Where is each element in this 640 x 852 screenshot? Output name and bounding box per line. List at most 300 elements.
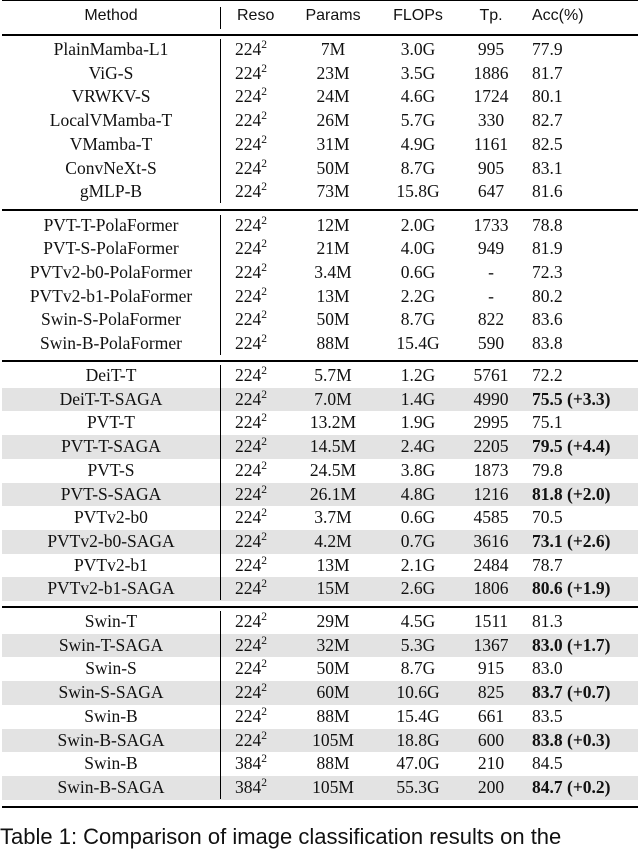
cell-method: Swin-S <box>85 658 137 679</box>
cell-params: 26M <box>316 110 350 131</box>
cell-params: 32M <box>316 634 350 655</box>
reso-exponent: 2 <box>261 459 267 472</box>
cell-reso <box>231 214 283 241</box>
reso-exponent: 2 <box>261 62 267 75</box>
reso-value: 224 <box>235 483 262 504</box>
acc-value: 79.5 <box>532 436 563 457</box>
cell-flops: 15.8G <box>396 181 440 202</box>
group-divider <box>220 215 221 355</box>
table-row <box>2 332 638 356</box>
cell-acc <box>532 530 640 554</box>
reso-exponent: 2 <box>261 309 267 322</box>
cell-flops: 4.9G <box>400 133 436 154</box>
table-row <box>2 729 638 753</box>
cell-method: PVTv2-b1 <box>74 554 148 575</box>
cell-params: 15M <box>316 578 350 599</box>
reso-exponent: 2 <box>261 238 267 251</box>
cell-flops: 0.6G <box>400 507 436 528</box>
table-row <box>2 483 638 507</box>
header-divider <box>220 7 221 29</box>
cell-flops: 15.4G <box>396 705 440 726</box>
cell-tp: 915 <box>477 658 505 679</box>
cell-acc <box>532 657 640 681</box>
cell-params: 23M <box>316 62 350 83</box>
cell-method: PVTv2-b0 <box>74 507 148 528</box>
reso-value: 224 <box>235 530 262 551</box>
header-reso: Reso <box>237 7 275 24</box>
cell-flops: 55.3G <box>396 776 440 797</box>
cell-flops: 8.7G <box>400 309 436 330</box>
cell-params: 50M <box>316 309 350 330</box>
cell-tp: 825 <box>477 682 505 703</box>
cell-tp: 4990 <box>473 388 509 409</box>
reso-exponent: 2 <box>261 705 267 718</box>
reso-exponent: 2 <box>261 776 267 789</box>
cell-flops: 0.6G <box>400 261 436 282</box>
reso-value: 384 <box>235 753 262 774</box>
cell-acc <box>532 157 640 181</box>
reso-value: 224 <box>235 62 262 83</box>
cell-params: 50M <box>316 157 350 178</box>
cell-reso <box>231 657 283 684</box>
cell-params: 14.5M <box>309 436 357 457</box>
reso-value: 224 <box>235 214 262 235</box>
cell-params: 60M <box>316 682 350 703</box>
cell-acc <box>532 681 640 705</box>
acc-value: 79.8 <box>532 459 563 480</box>
acc-value: 75.1 <box>532 412 563 433</box>
reso-exponent: 2 <box>261 214 267 227</box>
cell-params: 4.2M <box>314 530 352 551</box>
cell-tp: 1161 <box>473 133 509 154</box>
cell-method: Swin-B-SAGA <box>57 776 165 797</box>
acc-value: 84.5 <box>532 753 563 774</box>
cell-tp: 200 <box>477 776 505 797</box>
cell-tp: 1886 <box>473 62 509 83</box>
cell-flops: 4.8G <box>400 483 436 504</box>
reso-value: 224 <box>235 729 262 750</box>
acc-value: 83.7 <box>532 682 563 703</box>
cell-params: 24M <box>316 86 350 107</box>
cell-method: gMLP-B <box>79 181 143 202</box>
table-row <box>2 577 638 601</box>
reso-exponent: 2 <box>261 507 267 520</box>
reso-exponent: 2 <box>261 110 267 123</box>
reso-exponent: 2 <box>261 611 267 623</box>
cell-params: 13M <box>316 285 350 306</box>
cell-flops: 2.4G <box>400 436 436 457</box>
reso-value: 224 <box>235 578 262 599</box>
cell-reso <box>231 554 283 581</box>
cell-acc <box>532 776 640 800</box>
cell-method: VMamba-T <box>69 133 153 154</box>
acc-value: 77.9 <box>532 39 563 59</box>
cell-reso <box>231 308 283 335</box>
reso-value: 224 <box>235 554 262 575</box>
cell-acc <box>532 435 640 459</box>
cell-flops: 15.4G <box>396 333 440 353</box>
cell-acc <box>532 729 640 753</box>
cell-reso <box>231 332 283 359</box>
cell-method: Swin-T-SAGA <box>58 634 164 655</box>
reso-value: 224 <box>235 157 262 178</box>
cell-reso <box>231 157 283 184</box>
cell-tp: 1724 <box>473 86 509 107</box>
cell-flops: 1.2G <box>400 365 436 385</box>
acc-delta: (+0.7) <box>567 682 611 703</box>
cell-method: Swin-B <box>84 705 138 726</box>
reso-exponent: 2 <box>261 388 267 401</box>
acc-value: 70.5 <box>532 507 563 528</box>
reso-exponent: 2 <box>261 634 267 647</box>
cell-params: 88M <box>316 705 350 726</box>
cell-reso <box>231 729 283 756</box>
cell-method: Swin-B-SAGA <box>57 729 165 750</box>
cell-reso <box>231 411 283 438</box>
cell-acc <box>532 705 640 729</box>
cell-reso <box>231 435 283 462</box>
acc-value: 83.6 <box>532 309 563 330</box>
reso-exponent: 2 <box>261 530 267 543</box>
acc-value: 81.8 <box>532 483 563 504</box>
reso-exponent: 2 <box>261 86 267 99</box>
cell-params: 13.2M <box>309 412 357 433</box>
table-row <box>2 157 638 181</box>
cell-tp: 590 <box>477 333 505 353</box>
reso-value: 224 <box>235 682 262 703</box>
cell-params: 31M <box>316 133 350 154</box>
table-rule <box>2 209 638 211</box>
cell-acc <box>532 237 640 261</box>
cell-reso <box>231 681 283 708</box>
cell-method: PVT-S <box>87 459 135 480</box>
cell-params: 3.4M <box>314 261 352 282</box>
cell-reso <box>231 530 283 557</box>
acc-delta: (+1.7) <box>567 634 611 655</box>
acc-value: 81.3 <box>532 611 563 631</box>
table-row <box>2 214 638 238</box>
cell-reso <box>231 388 283 415</box>
cell-reso <box>231 285 283 312</box>
table-rule <box>2 360 638 362</box>
cell-acc <box>532 388 640 412</box>
reso-exponent: 2 <box>261 483 267 496</box>
acc-delta: (+0.3) <box>567 729 611 750</box>
reso-value: 224 <box>235 634 262 655</box>
reso-value: 224 <box>235 285 262 306</box>
table-rule <box>2 806 638 808</box>
reso-value: 224 <box>235 611 262 631</box>
cell-tp: 210 <box>477 753 505 774</box>
reso-value: 224 <box>235 705 262 726</box>
table-row <box>2 681 638 705</box>
cell-tp: 905 <box>477 157 505 178</box>
acc-delta: (+2.6) <box>567 530 611 551</box>
reso-value: 224 <box>235 86 262 107</box>
cell-params: 5.7M <box>314 365 352 385</box>
cell-tp: 995 <box>477 39 505 59</box>
cell-method: Swin-T <box>84 611 138 631</box>
cell-tp: 1806 <box>473 578 509 599</box>
cell-flops: 47.0G <box>396 753 440 774</box>
cell-acc <box>532 506 640 530</box>
cell-flops: 2.2G <box>400 285 436 306</box>
reso-value: 224 <box>235 261 262 282</box>
cell-acc <box>532 133 640 157</box>
cell-tp: 5761 <box>473 365 509 385</box>
cell-reso <box>231 38 283 65</box>
cell-tp: 330 <box>477 110 505 131</box>
cell-tp: - <box>488 285 494 306</box>
cell-method: PVT-T-SAGA <box>61 436 161 457</box>
acc-value: 78.7 <box>532 554 563 575</box>
table-row <box>2 459 638 483</box>
table-row <box>2 38 638 62</box>
cell-params: 88M <box>316 333 350 353</box>
table-row <box>2 133 638 157</box>
reso-value: 224 <box>235 365 262 385</box>
cell-reso <box>231 776 283 803</box>
cell-tp: 822 <box>477 309 505 330</box>
cell-reso <box>231 85 283 112</box>
reso-exponent: 2 <box>261 39 267 51</box>
reso-exponent: 2 <box>261 554 267 567</box>
acc-delta: (+1.9) <box>567 578 611 599</box>
acc-value: 83.0 <box>532 634 563 655</box>
header-acc: Acc(%) <box>532 7 584 24</box>
cell-method: PlainMamba-L1 <box>53 39 169 59</box>
table-row <box>2 752 638 776</box>
reso-exponent: 2 <box>261 157 267 170</box>
cell-tp: 3616 <box>473 530 509 551</box>
reso-exponent: 2 <box>261 261 267 274</box>
acc-value: 73.1 <box>532 530 563 551</box>
cell-flops: 5.3G <box>400 634 436 655</box>
acc-value: 83.5 <box>532 705 563 726</box>
reso-value: 224 <box>235 388 262 409</box>
table-row <box>2 180 638 204</box>
cell-flops: 1.9G <box>400 412 436 433</box>
table-row <box>2 657 638 681</box>
cell-method: PVT-S-PolaFormer <box>43 238 179 259</box>
cell-tp: 600 <box>477 729 505 750</box>
cell-tp: - <box>488 261 494 282</box>
cell-flops: 2.6G <box>400 578 436 599</box>
reso-value: 224 <box>235 436 262 457</box>
cell-flops: 3.8G <box>400 459 436 480</box>
table-row <box>2 285 638 309</box>
cell-tp: 1216 <box>473 483 509 504</box>
cell-acc <box>532 554 640 578</box>
cell-method: DeiT-T <box>85 365 137 385</box>
cell-params: 26.1M <box>309 483 357 504</box>
cell-params: 21M <box>316 238 350 259</box>
cell-flops: 1.4G <box>400 388 436 409</box>
table-row <box>2 237 638 261</box>
cell-method: PVT-S-SAGA <box>60 483 162 504</box>
cell-acc <box>532 634 640 658</box>
reso-value: 224 <box>235 238 262 259</box>
cell-flops: 4.6G <box>400 86 436 107</box>
cell-tp: 1367 <box>473 634 509 655</box>
cell-tp: 949 <box>477 238 505 259</box>
cell-acc <box>532 411 640 435</box>
table-header-row <box>2 4 638 28</box>
cell-reso <box>231 610 283 637</box>
cell-params: 105M <box>312 729 354 750</box>
acc-value: 83.0 <box>532 658 563 679</box>
cell-flops: 4.5G <box>400 611 436 631</box>
reso-exponent: 2 <box>261 365 267 377</box>
cell-params: 105M <box>312 776 354 797</box>
header-flops: FLOPs <box>393 7 443 24</box>
acc-value: 82.7 <box>532 110 563 131</box>
table-caption: Table 1: Comparison of image classification results on the <box>0 824 562 849</box>
reso-value: 224 <box>235 39 262 59</box>
header-method: Method <box>84 7 138 24</box>
acc-value: 72.3 <box>532 261 563 282</box>
cell-reso <box>231 133 283 160</box>
cell-tp: 1873 <box>473 459 509 480</box>
cell-reso <box>231 752 283 779</box>
acc-value: 80.1 <box>532 86 563 107</box>
table-row <box>2 776 638 800</box>
reso-value: 224 <box>235 181 262 202</box>
cell-params: 50M <box>316 658 350 679</box>
cell-method: PVTv2-b1-SAGA <box>47 578 175 599</box>
reso-value: 224 <box>235 110 262 131</box>
cell-acc <box>532 214 640 238</box>
cell-acc <box>532 85 640 109</box>
cell-params: 88M <box>316 753 350 774</box>
cell-acc <box>532 261 640 285</box>
cell-flops: 8.7G <box>400 658 436 679</box>
cell-flops: 18.8G <box>396 729 440 750</box>
table-row <box>2 261 638 285</box>
cell-acc <box>532 285 640 309</box>
header-tp: Tp. <box>479 7 503 24</box>
reso-exponent: 2 <box>261 729 267 742</box>
table-row <box>2 109 638 133</box>
cell-method: Swin-S-PolaFormer <box>41 309 181 330</box>
cell-reso <box>231 62 283 89</box>
cell-params: 29M <box>316 611 350 631</box>
group-divider <box>220 611 221 799</box>
cell-acc <box>532 577 640 601</box>
table-row <box>2 530 638 554</box>
cell-reso <box>231 237 283 264</box>
cell-reso <box>231 506 283 533</box>
cell-tp: 2205 <box>473 436 509 457</box>
cell-tp: 1511 <box>473 611 509 631</box>
cell-method: ConvNeXt-S <box>65 157 157 178</box>
acc-value: 81.7 <box>532 62 563 83</box>
reso-exponent: 2 <box>261 753 267 766</box>
cell-flops: 3.0G <box>400 39 436 59</box>
table-row <box>2 364 638 388</box>
acc-delta: (+0.2) <box>567 776 611 797</box>
cell-tp: 2484 <box>473 554 509 575</box>
acc-value: 78.8 <box>532 214 563 235</box>
reso-value: 224 <box>235 309 262 330</box>
reso-exponent: 2 <box>261 578 267 591</box>
cell-method: LocalVMamba-T <box>49 110 173 131</box>
table-row <box>2 411 638 435</box>
cell-method: PVT-T-PolaFormer <box>43 214 179 235</box>
cell-reso <box>231 459 283 486</box>
table-rule <box>2 606 638 608</box>
cell-params: 7M <box>320 39 346 59</box>
cell-tp: 2995 <box>473 412 509 433</box>
acc-value: 75.5 <box>532 388 563 409</box>
cell-flops: 4.0G <box>400 238 436 259</box>
reso-exponent: 2 <box>261 412 267 425</box>
acc-value: 82.5 <box>532 133 563 154</box>
acc-delta: (+2.0) <box>567 483 611 504</box>
cell-acc <box>532 332 640 356</box>
reso-exponent: 2 <box>261 333 267 345</box>
reso-exponent: 2 <box>261 436 267 449</box>
reso-exponent: 2 <box>261 682 267 695</box>
cell-reso <box>231 483 283 510</box>
cell-acc <box>532 308 640 332</box>
cell-method: DeiT-T-SAGA <box>59 388 163 409</box>
cell-reso <box>231 705 283 732</box>
cell-acc <box>532 459 640 483</box>
cell-flops: 2.1G <box>400 554 436 575</box>
table-row <box>2 388 638 412</box>
cell-method: VRWKV-S <box>71 86 151 107</box>
cell-params: 3.7M <box>314 507 352 528</box>
cell-reso <box>231 109 283 136</box>
cell-tp: 1733 <box>473 214 509 235</box>
cell-method: PVTv2-b0-PolaFormer <box>29 261 193 282</box>
acc-value: 83.8 <box>532 333 563 353</box>
reso-value: 384 <box>235 776 262 797</box>
reso-exponent: 2 <box>261 658 267 671</box>
reso-value: 224 <box>235 133 262 154</box>
reso-exponent: 2 <box>261 133 267 146</box>
cell-method: PVTv2-b1-PolaFormer <box>29 285 193 306</box>
acc-delta: (+3.3) <box>567 388 611 409</box>
cell-params: 13M <box>316 554 350 575</box>
table-row <box>2 85 638 109</box>
acc-value: 83.1 <box>532 157 563 178</box>
cell-reso <box>231 180 283 207</box>
table-rule <box>2 34 638 36</box>
cell-reso <box>231 634 283 661</box>
table-row <box>2 634 638 658</box>
cell-flops: 10.6G <box>396 682 440 703</box>
reso-value: 224 <box>235 459 262 480</box>
cell-acc <box>532 38 640 62</box>
reso-exponent: 2 <box>261 181 267 194</box>
cell-reso <box>231 577 283 604</box>
table-row <box>2 435 638 459</box>
reso-value: 224 <box>235 333 262 353</box>
table-row <box>2 554 638 578</box>
cell-method: Swin-B-PolaFormer <box>40 333 182 353</box>
cell-flops: 2.0G <box>400 214 436 235</box>
cell-method: PVT-T <box>87 412 135 433</box>
cell-tp: 647 <box>477 181 505 202</box>
table-top-rule <box>2 0 638 1</box>
cell-reso <box>231 261 283 288</box>
cell-params: 24.5M <box>309 459 357 480</box>
reso-value: 224 <box>235 412 262 433</box>
cell-acc <box>532 364 640 388</box>
table-row <box>2 610 638 634</box>
